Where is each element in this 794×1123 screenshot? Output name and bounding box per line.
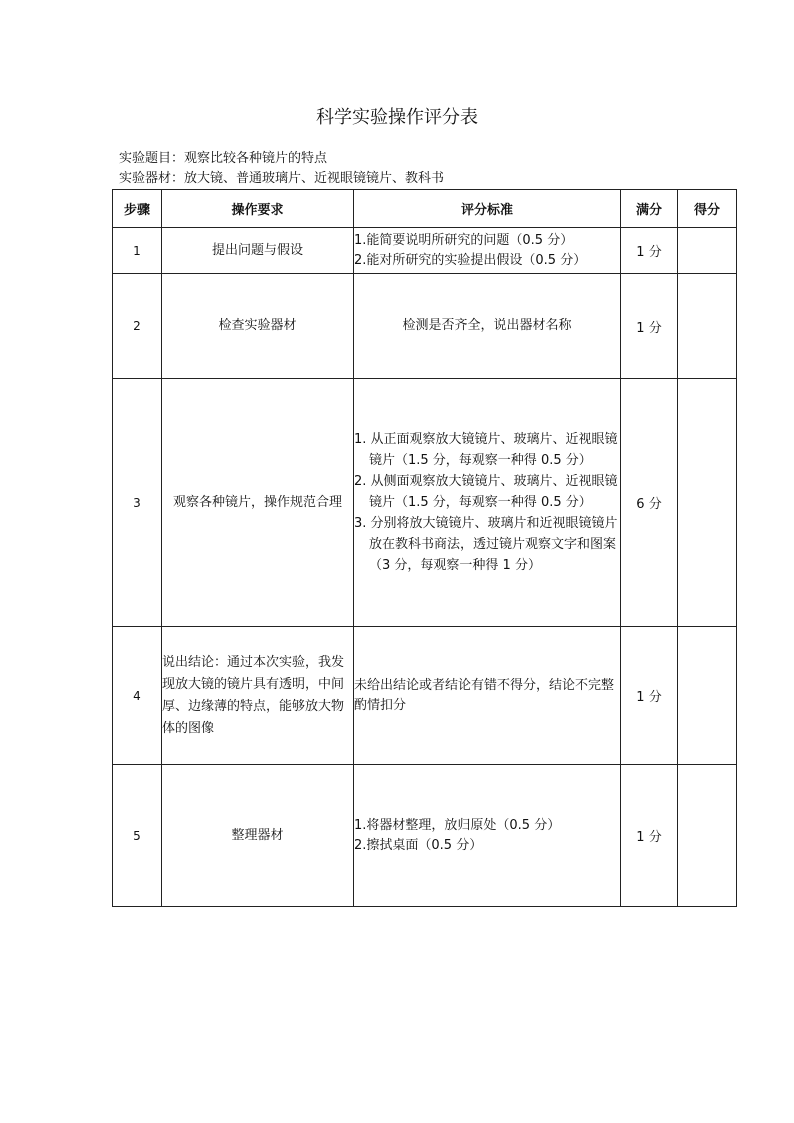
scoring-criteria — [354, 627, 621, 765]
step-number: 5 — [113, 765, 162, 907]
scoring-criteria — [354, 228, 621, 274]
criteria-item: 2. 从侧面观察放大镜镜片、玻璃片、近视眼镜镜片（1.5 分，每观察一种得 0.5 分） — [354, 474, 618, 510]
score-cell[interactable] — [678, 228, 737, 274]
scoring-criteria — [354, 379, 621, 627]
table-row — [113, 379, 737, 627]
operation-requirement: 说出结论：通过本次实验，我发现放大镜的镜片具有透明，中间厚、边缘薄的特点，能够放大物体的图像 — [162, 627, 354, 765]
score-cell[interactable] — [678, 765, 737, 907]
header-full-score: 满分 — [621, 190, 678, 228]
full-score: 1 分 — [621, 228, 678, 274]
table-row — [113, 228, 737, 274]
operation-requirement: 观察各种镜片，操作规范合理 — [162, 379, 354, 627]
criteria-item: 1.将器材整理，放归原处（0.5 分） — [354, 817, 561, 833]
step-number: 4 — [113, 627, 162, 765]
experiment-materials: 实验器材：放大镜、普通玻璃片、近视眼镜镜片、教科书 — [119, 171, 445, 186]
step-number: 1 — [113, 228, 162, 274]
full-score: 6 分 — [621, 379, 678, 627]
step-number: 2 — [113, 274, 162, 379]
scoring-table — [112, 189, 737, 907]
full-score: 1 分 — [621, 765, 678, 907]
criteria-item: 2.擦拭桌面（0.5 分） — [354, 837, 483, 853]
table-header-row — [113, 190, 737, 228]
scoring-criteria — [354, 765, 621, 907]
table-row — [113, 627, 737, 765]
operation-requirement: 提出问题与假设 — [162, 228, 354, 274]
criteria-item: 3. 分别将放大镜镜片、玻璃片和近视眼镜镜片放在教科书商法，透过镜片观察文字和图案（3 分，每观察一种得 1 分） — [354, 516, 618, 573]
experiment-subject: 实验题目：观察比较各种镜片的特点 — [119, 151, 328, 166]
score-cell[interactable] — [678, 627, 737, 765]
header-score: 得分 — [678, 190, 737, 228]
header-criteria: 评分标准 — [354, 190, 621, 228]
operation-requirement: 整理器材 — [162, 765, 354, 907]
table-row — [113, 765, 737, 907]
score-cell[interactable] — [678, 379, 737, 627]
header-requirement: 操作要求 — [162, 190, 354, 228]
criteria-item: 未给出结论或者结论有错不得分，结论不完整酌情扣分 — [354, 677, 615, 713]
table-row — [113, 274, 737, 379]
criteria-item: 1. 从正面观察放大镜镜片、玻璃片、近视眼镜镜片（1.5 分，每观察一种得 0.5 分） — [354, 432, 618, 468]
score-cell[interactable] — [678, 274, 737, 379]
criteria-item: 2.能对所研究的实验提出假设（0.5 分） — [354, 252, 587, 268]
scoring-criteria — [354, 274, 621, 379]
header-step: 步骤 — [113, 190, 162, 228]
criteria-item: 1.能简要说明所研究的问题（0.5 分） — [354, 232, 574, 248]
operation-requirement: 检查实验器材 — [162, 274, 354, 379]
criteria-item: 检测是否齐全，说出器材名称 — [402, 318, 572, 333]
document-title: 科学实验操作评分表 — [316, 107, 478, 128]
full-score: 1 分 — [621, 627, 678, 765]
full-score: 1 分 — [621, 274, 678, 379]
step-number: 3 — [113, 379, 162, 627]
